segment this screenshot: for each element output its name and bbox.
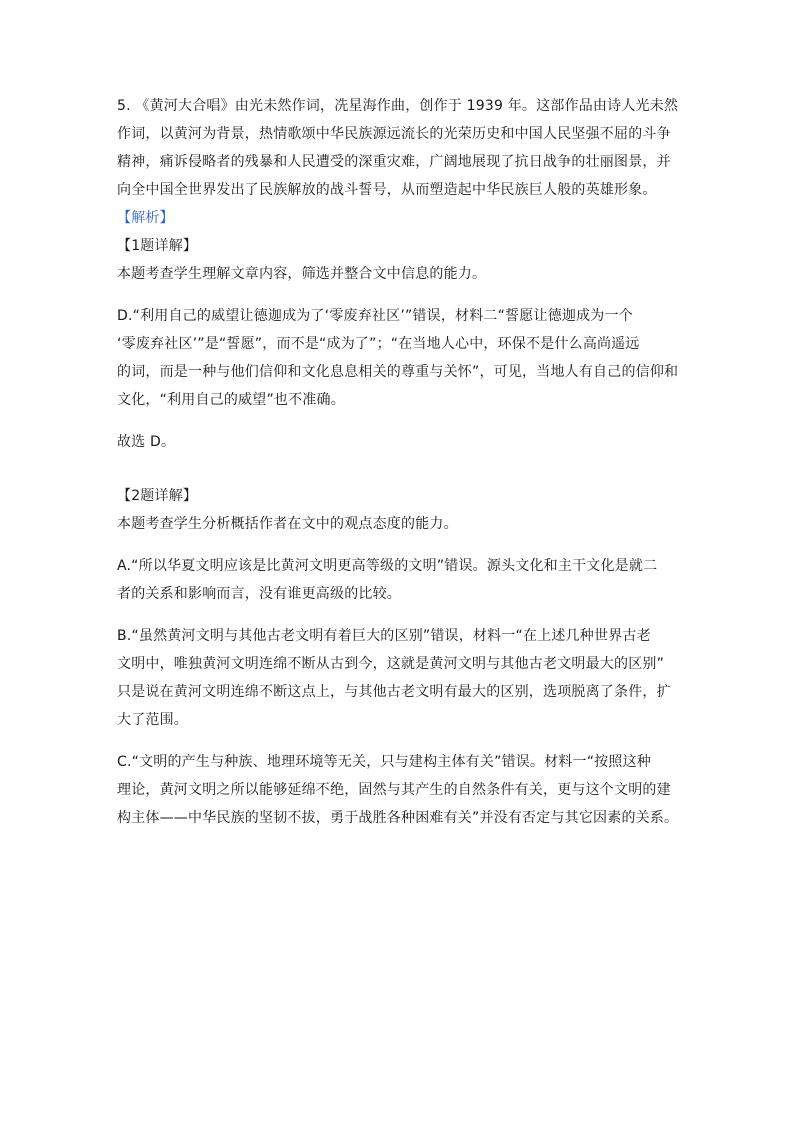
item-5-paragraph [117,92,679,204]
paragraph-line: 只是说在黄河文明连绵不断这点上，与其他古老文明有最大的区别，选项脱离了条件，扩 [117,684,671,700]
paragraph-line: 大了范围。 [117,712,188,728]
q1-heading: 【1题详解】 [117,238,198,254]
paragraph-line: C.“文明的产生与种族、地理环境等无关，只与建构主体有关”错误。材料一“按照这种 [117,754,651,770]
q1-option-d-paragraph [117,302,679,414]
q2-option-c-paragraph [117,748,679,832]
paragraph-line: D.“利用自己的威望让德迦成为了‘零废弃社区’”错误，材料二“誓愿让德迦成为一个 [117,308,633,324]
document-page [117,92,679,832]
q2-intro: 本题考查学生分析概括作者在文中的观点态度的能力。 [117,516,458,532]
q1-intro: 本题考查学生理解文章内容，筛选并整合文中信息的能力。 [117,266,487,282]
paragraph-line: 的词，而是一种与他们信仰和文化息息相关的尊重与关怀”，可见，当地人有自己的信仰和 [117,364,679,380]
q2-option-a-paragraph [117,552,679,608]
paragraph-line: 5. 《黄河大合唱》由光未然作词，冼星海作曲，创作于 1939 年。这部作品由诗人光未然 [117,98,679,114]
analysis-heading: 【解析】 [117,210,174,226]
paragraph-line: 理论，黄河文明之所以能够延绵不绝，固然与其产生的自然条件有关，更与这个文明的建 [117,782,671,798]
paragraph-line: 文明中，唯独黄河文明连绵不断从古到今，这就是黄河文明与其他古老文明最大的区别” [117,656,665,672]
paragraph-line: 作词，以黄河为背景，热情歌颂中华民族源远流长的光荣历史和中国人民坚强不屈的斗争 [117,126,671,142]
q1-answer: 故选 D。 [117,434,176,450]
paragraph-line: 构主体——中华民族的坚韧不拔，勇于战胜各种困难有关”并没有否定与其它因素的关系。 [117,810,679,826]
paragraph-line: 向全中国全世界发出了民族解放的战斗誓号，从而塑造起中华民族巨人般的英雄形象。 [117,182,657,198]
q2-heading: 【2题详解】 [117,488,198,504]
paragraph-line: B.“虽然黄河文明与其他古老文明有着巨大的区别”错误，材料一“在上述几种世界古老 [117,628,651,644]
paragraph-line: 者的关系和影响而言，没有谁更高级的比较。 [117,586,401,602]
paragraph-line: A.“所以华夏文明应该是比黄河文明更高等级的文明”错误。源头文化和主干文化是就二 [117,558,658,574]
q2-option-b-paragraph [117,622,679,734]
paragraph-line: ‘零废弃社区’”是“誓愿”，而不是“成为了”；“在当地人心中，环保不是什么高尚遥远 [117,336,640,352]
paragraph-line: 文化，“利用自己的威望”也不准确。 [117,392,345,408]
paragraph-line: 精神，痛诉侵略者的残暴和人民遭受的深重灾难，广阔地展现了抗日战争的壮丽图景，并 [117,154,671,170]
